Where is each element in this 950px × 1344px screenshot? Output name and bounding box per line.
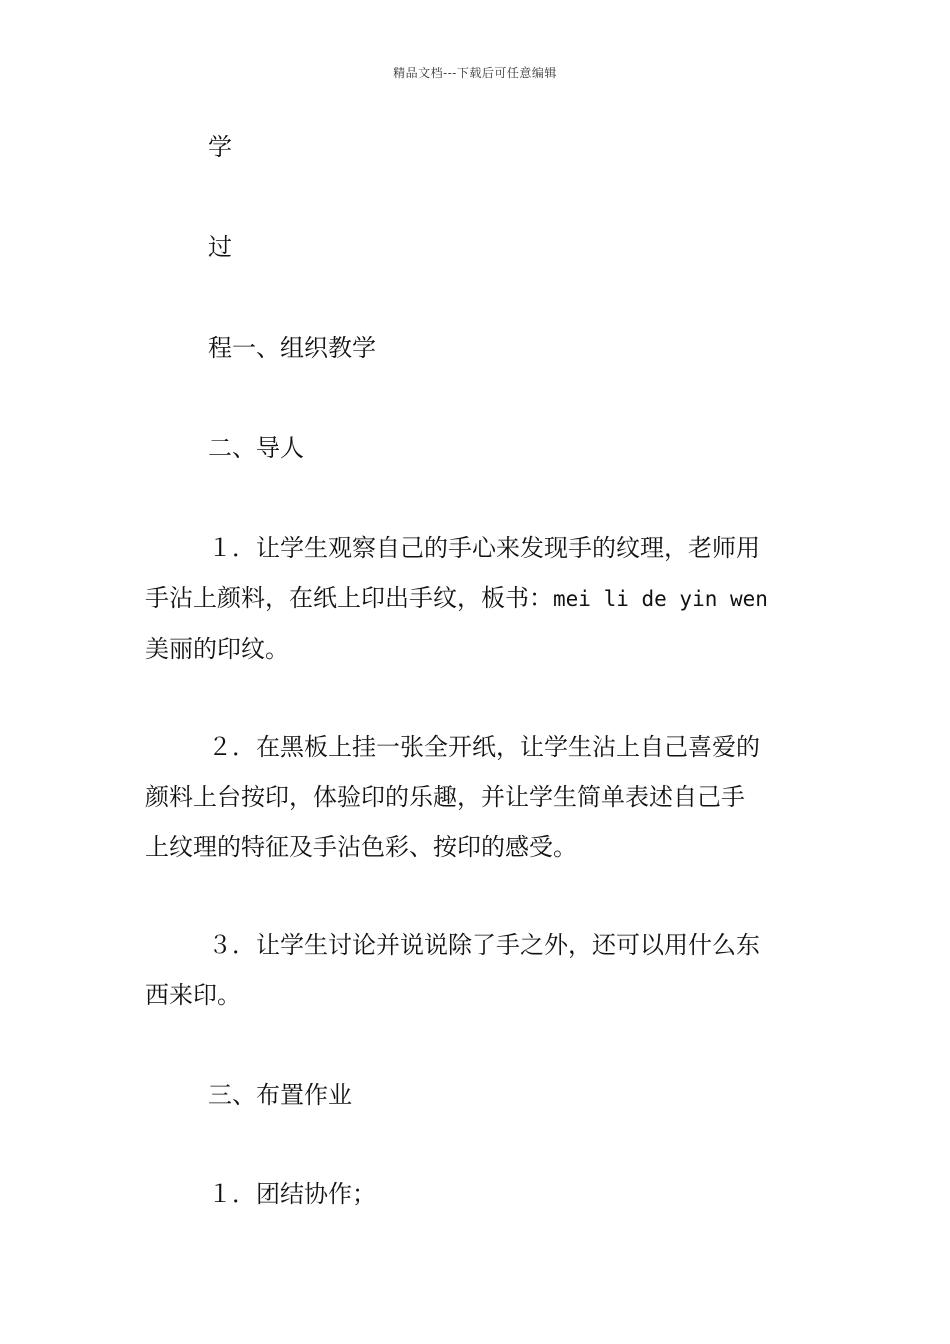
section-heading-homework: 三、布置作业 [208,1081,352,1109]
text-line-xue: 学 [208,133,232,161]
paragraph-3-line-1: ３．让学生讨论并说说除了手之外，还可以用什么东 [208,931,760,959]
text-line-guo: 过 [208,233,232,261]
section-heading-intro: 二、导人 [208,434,304,462]
paragraph-1-pinyin: mei li de yin wen [553,587,768,611]
paragraph-1-line-2 [145,573,810,624]
paragraph-2-line-1: ２．在黑板上挂一张全开纸，让学生沾上自己喜爱的 [208,733,760,761]
paragraph-3-line-2: 西来印。 [145,981,241,1009]
paragraph-1 [145,523,810,674]
paragraph-3 [145,920,810,1020]
paragraph-1-line-3: 美丽的印纹。 [145,635,289,663]
section-heading-organize: 程一、组织教学 [208,334,376,362]
page-header: 精品文档---下载后可任意编辑 [393,66,557,80]
paragraph-1-line-1: １．让学生观察自己的手心来发现手的纹理，老师用 [208,534,760,562]
paragraph-2 [145,722,810,872]
paragraph-1-line-2-text: 手沾上颜料，在纸上印出手纹，板书： [145,584,553,612]
homework-item-1: １．团结协作； [208,1180,376,1208]
paragraph-2-line-3: 上纹理的特征及手沾色彩、按印的感受。 [145,833,577,861]
paragraph-2-line-2: 颜料上台按印，体验印的乐趣，并让学生简单表述自己手 [145,783,745,811]
